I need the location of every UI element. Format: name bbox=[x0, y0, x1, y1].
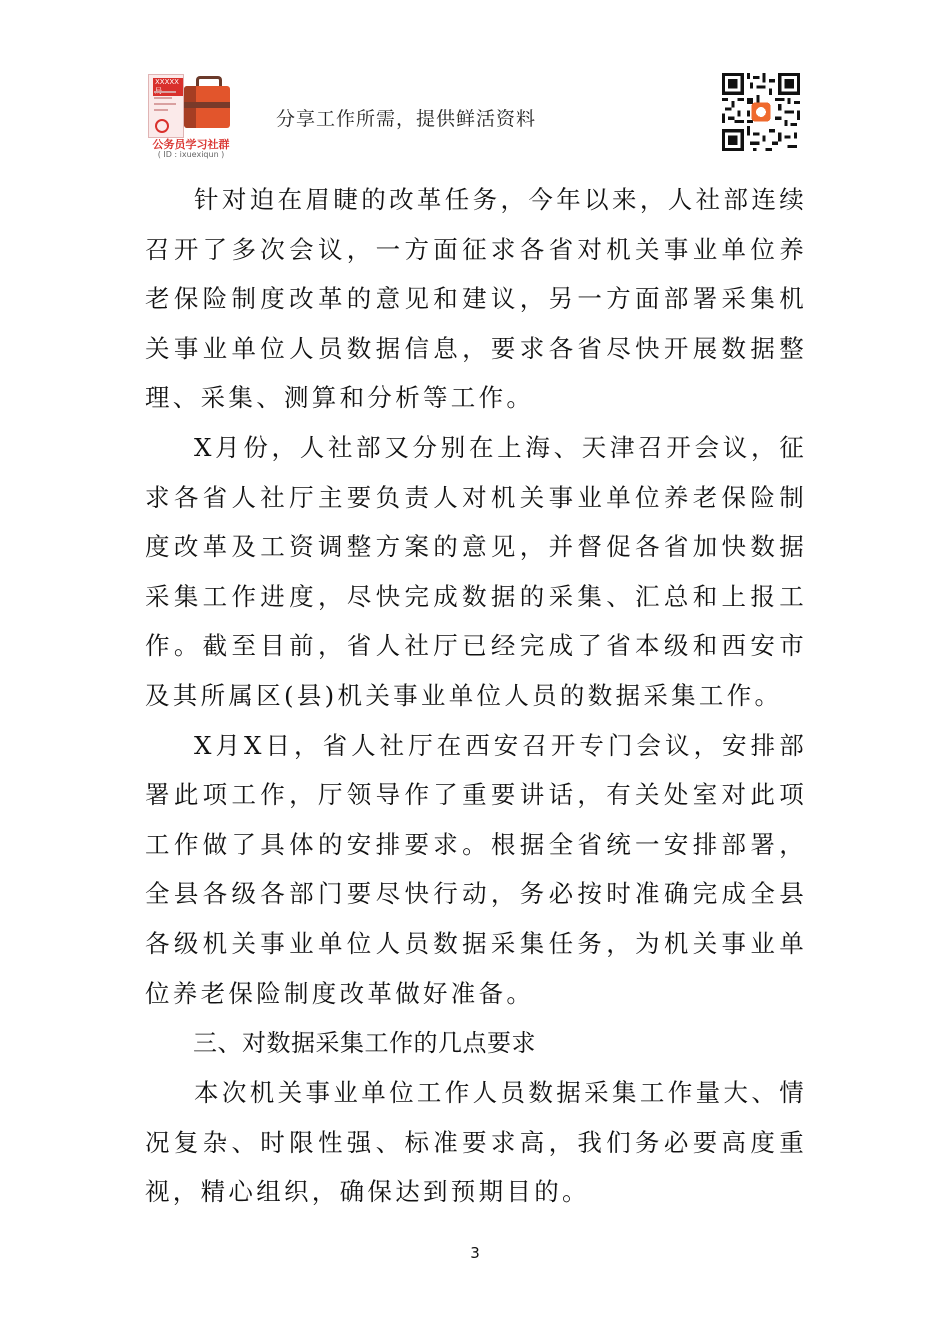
paragraph-2: X月份，人社部又分别在上海、天津召开会议，征求各省人社厅主要负责人对机关事业单位养老保险制度改革及工资调整方案的意见，并督促各省加快数据采集工作进度，尽快完成数据的采集、汇总和上报工作。截至目前，省人社厅已经完成了省本级和西安市及其所属区(县)机关事业单位人员的数据采集工作。 bbox=[145, 432, 807, 710]
paragraph-4: 本次机关事业单位工作人员数据采集工作量大、情况复杂、时限性强、标准要求高，我们务必要高度重视，精心组织，确保达到预期目的。 bbox=[145, 1078, 807, 1207]
stamp-icon bbox=[155, 119, 169, 133]
document-icon bbox=[148, 74, 184, 138]
qr-code-icon bbox=[722, 73, 800, 151]
header-slogan: 分享工作所需，提供鲜活资料 bbox=[276, 108, 537, 130]
section-heading: 三、对数据采集工作的几点要求 bbox=[193, 1029, 536, 1058]
document-body bbox=[145, 175, 807, 1217]
logo-id: ( ID : ixuexiqun ) bbox=[157, 150, 225, 159]
community-logo bbox=[146, 72, 236, 160]
logo-name: 公务员学习社群 bbox=[152, 138, 230, 151]
page-number: 3 bbox=[470, 1244, 480, 1262]
paragraph-3: X月X日，省人社厅在西安召开专门会议，安排部署此项工作，厅领导作了重要讲话，有关处室对此项工作做了具体的安排要求。根据全省统一安排部署，全县各级各部门要尽快行动，务必按时准确完成全县各级机关事业单位人员数据采集任务，为机关事业单位养老保险制度改革做好准备。 bbox=[145, 730, 807, 1008]
paragraph-1: 针对迫在眉睫的改革任务，今年以来，人社部连续召开了多次会议，一方面征求各省对机关事业单位养老保险制度改革的意见和建议，另一方面部署采集机关事业单位人员数据信息，要求各省尽快开展数据整理、采集、测算和分析等工作。 bbox=[145, 185, 807, 413]
logo-tag: XXXXX bbox=[153, 78, 183, 96]
page-header bbox=[0, 0, 950, 170]
